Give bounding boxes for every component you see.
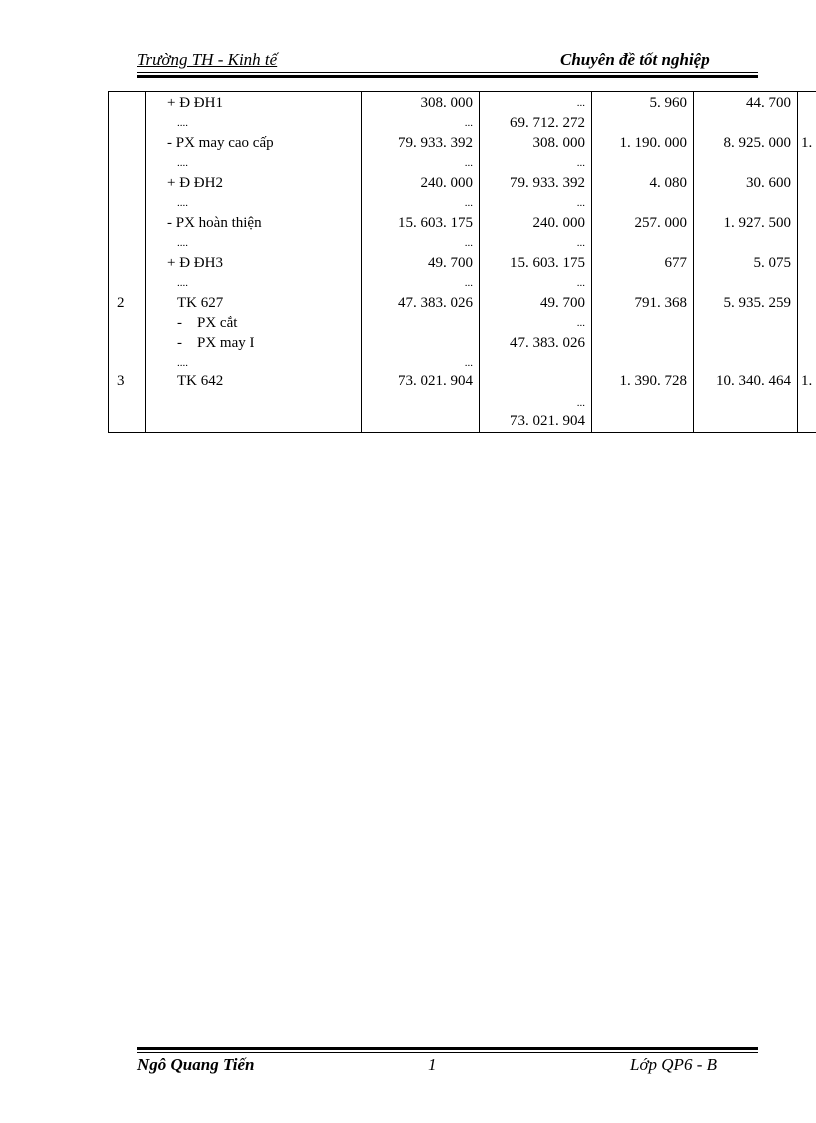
cell-c1: 49. 700: [428, 255, 473, 271]
cell-c3: 4. 080: [649, 175, 687, 191]
header-school: Trường TH - Kinh tế: [137, 50, 278, 69]
row-label: TK 627: [177, 295, 224, 311]
cell-c3: 257. 000: [634, 215, 687, 231]
cell-c2: 79. 933. 392: [510, 175, 585, 191]
cell-c1: ...: [464, 157, 473, 169]
cell-c2: ...: [576, 237, 585, 249]
row-label: - PX cắt: [177, 315, 238, 331]
cell-c2: ...: [576, 97, 585, 109]
cell-c1: 308. 000: [420, 95, 473, 111]
cell-c2: ...: [576, 157, 585, 169]
row-dots: ....: [177, 157, 188, 169]
col-divider-c3: [693, 92, 694, 432]
cell-c2: 15. 603. 175: [510, 255, 585, 271]
row-label: - PX may cao cấp: [167, 135, 274, 151]
row-stt: 2: [117, 295, 125, 311]
cell-c4: 44. 700: [746, 95, 791, 111]
footer-author: Ngô Quang Tiến: [137, 1055, 255, 1074]
row-dots: ....: [177, 357, 188, 369]
page-number: 1: [428, 1055, 437, 1074]
cell-c4: 8. 925. 000: [723, 135, 791, 151]
row-label: + Đ ĐH2: [167, 175, 223, 191]
cell-c2: 49. 700: [540, 295, 585, 311]
cell-c1: 73. 021. 904: [398, 373, 473, 389]
row-label: - PX hoàn thiện: [167, 215, 262, 231]
cell-c4: 5. 075: [753, 255, 791, 271]
cell-c5: 1.: [801, 373, 813, 389]
cell-c2: ...: [576, 317, 585, 329]
cell-c2: ...: [576, 277, 585, 289]
cell-c1: ...: [464, 197, 473, 209]
header-rule-thin: [137, 72, 758, 73]
col-divider-c2: [591, 92, 592, 432]
cell-c3: 1. 190. 000: [619, 135, 687, 151]
cell-c1: 47. 383. 026: [398, 295, 473, 311]
cell-c2: 47. 383. 026: [510, 335, 585, 351]
row-dots: ....: [177, 197, 188, 209]
cell-c4: 5. 935. 259: [723, 295, 791, 311]
footer-rule-thin: [137, 1052, 758, 1053]
header-topic: Chuyên đề tốt nghiệp: [560, 50, 710, 69]
col-divider-label: [361, 92, 362, 432]
cell-c1: ...: [464, 237, 473, 249]
row-dots: ....: [177, 237, 188, 249]
footer-class: Lớp QP6 - B: [630, 1055, 717, 1074]
cell-c1: ...: [464, 357, 473, 369]
cell-c3: 791. 368: [634, 295, 687, 311]
row-stt: 3: [117, 373, 125, 389]
cost-table: [108, 91, 816, 433]
header-rule-thick: [137, 75, 758, 78]
cell-c2: ...: [576, 397, 585, 409]
cell-c2: ...: [576, 197, 585, 209]
cell-c2: 73. 021. 904: [510, 413, 585, 429]
row-dots: ....: [177, 117, 188, 129]
col-divider-stt: [145, 92, 146, 432]
cell-c2: 308. 000: [532, 135, 585, 151]
cell-c2: 69. 712. 272: [510, 115, 585, 131]
cell-c3: 677: [664, 255, 687, 271]
row-label: + Đ ĐH1: [167, 95, 223, 111]
cell-c2: 240. 000: [532, 215, 585, 231]
footer-rule-thick: [137, 1047, 758, 1050]
cell-c3: 5. 960: [649, 95, 687, 111]
row-label: - PX may I: [177, 335, 255, 351]
row-label: TK 642: [177, 373, 224, 389]
row-label: + Đ ĐH3: [167, 255, 223, 271]
cell-c1: 240. 000: [420, 175, 473, 191]
col-divider-c4: [797, 92, 798, 432]
cell-c4: 1. 927. 500: [723, 215, 791, 231]
cell-c1: 15. 603. 175: [398, 215, 473, 231]
col-divider-c1: [479, 92, 480, 432]
cell-c4: 30. 600: [746, 175, 791, 191]
cell-c4: 10. 340. 464: [716, 373, 791, 389]
cell-c3: 1. 390. 728: [619, 373, 687, 389]
row-dots: ....: [177, 277, 188, 289]
cell-c1: ...: [464, 117, 473, 129]
cell-c1: 79. 933. 392: [398, 135, 473, 151]
cell-c5: 1.: [801, 135, 813, 151]
cell-c1: ...: [464, 277, 473, 289]
